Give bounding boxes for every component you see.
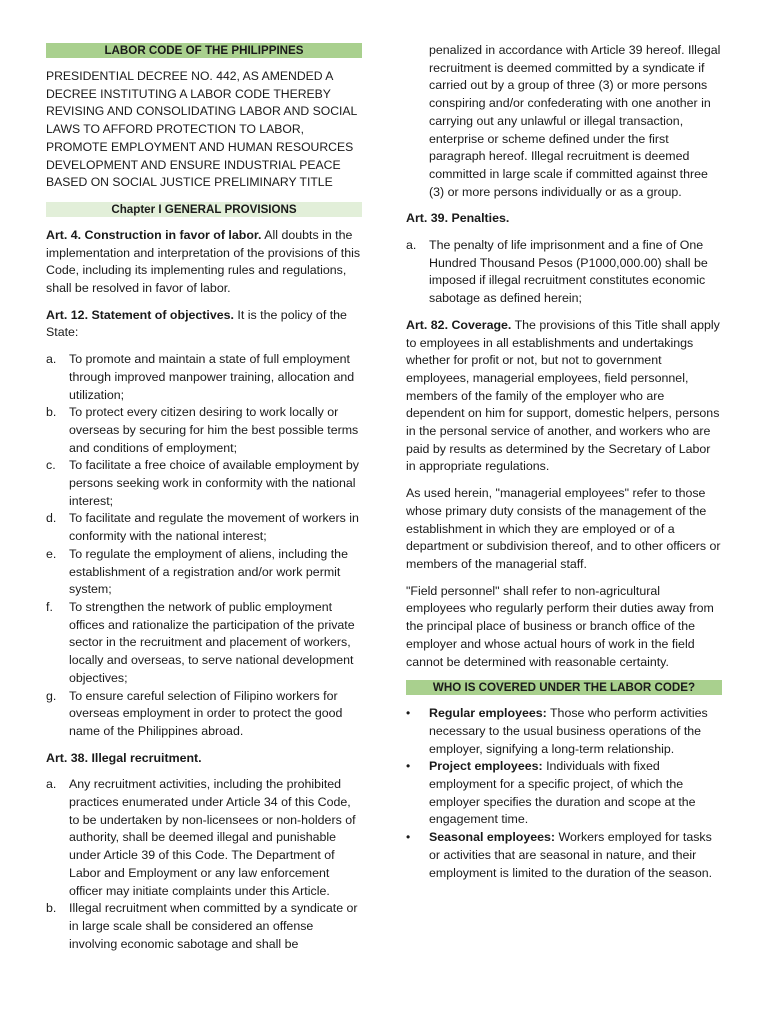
list-item: [406, 237, 722, 308]
coverage-heading: WHO IS COVERED UNDER THE LABOR CODE?: [406, 680, 722, 695]
list-marker: a.: [46, 352, 57, 367]
coverage-label: Project employees:: [429, 759, 543, 774]
list-item: [406, 705, 722, 758]
chapter-heading: Chapter I GENERAL PROVISIONS: [46, 202, 362, 217]
bullet-icon: •: [406, 830, 411, 845]
list-marker: g.: [46, 688, 57, 703]
list-item-text: To promote and maintain a state of full employment through improved manpower training, allocation and utilization;: [69, 352, 355, 402]
article-12-heading: Art. 12. Statement of objectives.: [46, 307, 234, 322]
list-item-text: To facilitate and regulate the movement of workers in conformity with the national interest;: [69, 511, 359, 544]
document-title: LABOR CODE OF THE PHILIPPINES: [46, 43, 362, 58]
left-column: [46, 42, 362, 962]
article-12-objectives-list: [46, 351, 362, 740]
bullet-icon: •: [406, 706, 411, 721]
article-38-list: [46, 776, 362, 953]
article-12-text: It is the policy of the State:: [46, 307, 347, 340]
article-38-continuation: penalized in accordance with Article 39 hereof. Illegal recruitment is deemed committed by a syndicate if carried out by a group of three (3) or more persons conspiring and/or confederating with one another in carrying out any unlawful or illegal transaction, enterprise or scheme defined under the first paragraph hereof. Illegal recruitment is deemed committed in large scale if committed against three (3) or more persons individually or as a group.: [429, 43, 721, 199]
coverage-label: Regular employees:: [429, 706, 547, 721]
list-item-text: To protect every citizen desiring to work locally or overseas by securing for him the best possible terms and conditions of employment;: [69, 405, 359, 455]
article-4-heading: Art. 4. Construction in favor of labor.: [46, 227, 262, 242]
list-marker: a.: [46, 777, 57, 792]
coverage-text: Those who perform activities necessary to the usual business operations of the employer, signifying a long-term relationship.: [429, 706, 708, 756]
article-4-text: All doubts in the implementation and interpretation of the provisions of this Code, including its implementing rules and regulations, shall be resolved in favor of labor.: [46, 227, 361, 296]
list-item: [46, 404, 362, 457]
bullet-icon: •: [406, 759, 411, 774]
decree-preamble: PRESIDENTIAL DECREE NO. 442, AS AMENDED A DECREE INSTITUTING A LABOR CODE THEREBY REVISING AND CONSOLIDATING LABOR AND SOCIAL LAWS TO AFFORD PROTECTION TO LABOR, PROMOTE EMPLOYMENT AND HUMAN RESOURCES DEVELOPMENT AND ENSURE INDUSTRIAL PEACE BASED ON SOCIAL JUSTICE PRELIMINARY TITLE: [46, 69, 357, 190]
coverage-text: Individuals with fixed employment for a specific project, of which the employer specifies the duration and scope at the engagement time.: [429, 759, 696, 827]
list-item: [46, 510, 362, 545]
list-item: [406, 758, 722, 829]
list-marker: e.: [46, 546, 57, 561]
list-item-text: Any recruitment activities, including the prohibited practices enumerated under Article 34 of this Code, to be undertaken by non-licensees or non-holders of authority, shall be deemed illegal and punishable under Article 39 of this Code. The Department of Labor and Employment or any law enforcement officer may initiate complaints under this Article.: [69, 777, 356, 898]
list-marker: b.: [46, 405, 57, 420]
list-item-text: To strengthen the network of public employment offices and rationalize the participation of the private sector in the recruitment and placement of workers, locally and overseas, to serve national development objectives;: [69, 599, 355, 685]
right-column: [406, 42, 722, 882]
list-item: [46, 457, 362, 510]
article-38-heading: Art. 38. Illegal recruitment.: [46, 750, 202, 765]
list-item-text: Illegal recruitment when committed by a syndicate or in large scale shall be considered an offense involving economic sabotage and shall be: [69, 901, 358, 951]
list-item-text: To facilitate a free choice of available employment by persons seeking work in conformity with the national interest;: [69, 458, 359, 508]
article-39-list: [406, 237, 722, 308]
coverage-text: Workers employed for tasks or activities that are seasonal in nature, and their employment is limited to the duration of the season.: [429, 830, 713, 880]
list-item: [46, 351, 362, 404]
list-marker: d.: [46, 511, 57, 526]
coverage-label: Seasonal employees:: [429, 830, 556, 845]
list-item: [46, 776, 362, 900]
list-item-text: The penalty of life imprisonment and a fine of One Hundred Thousand Pesos (P1000,000.00) shall be imposed if illegal recruitment constitutes economic sabotage as defined herein;: [429, 238, 708, 306]
list-marker: c.: [46, 458, 56, 473]
coverage-list: [406, 705, 722, 882]
article-12: [46, 307, 362, 342]
article-82-text: The provisions of this Title shall apply to employees in all establishments and undertakings whether for profit or not, but not to government employees, managerial employees, field personnel, members of the family of the employer who are dependent on him for support, domestic helpers, persons in the personal service of another, and workers who are paid by results as determined by the Secretary of Labor in appropriate regulations.: [406, 317, 720, 474]
list-item-text: To regulate the employment of aliens, including the establishment of a registration and/or work permit system;: [69, 546, 348, 597]
article-82: [406, 317, 722, 476]
article-38: [46, 750, 362, 768]
list-item: [46, 599, 362, 688]
list-marker: a.: [406, 238, 417, 253]
list-marker: f.: [46, 599, 53, 614]
article-4: [46, 227, 362, 298]
article-82-heading: Art. 82. Coverage.: [406, 317, 512, 332]
list-item: [406, 829, 722, 882]
article-39: [406, 210, 722, 228]
list-item: [46, 688, 362, 741]
list-item: [46, 546, 362, 599]
article-39-heading: Art. 39. Penalties.: [406, 211, 510, 226]
list-item: [46, 900, 362, 953]
managerial-employees-paragraph: As used herein, "managerial employees" refer to those whose primary duty consists of the management of the establishment in which they are employed or of a department or subdivision thereof, and to other officers or members of the managerial staff.: [406, 486, 721, 571]
field-personnel-paragraph: "Field personnel" shall refer to non-agricultural employees who regularly perform their duties away from the principal place of business or branch office of the employer and whose actual hours of work in the field cannot be determined with reasonable certainty.: [406, 583, 714, 669]
list-marker: b.: [46, 901, 57, 916]
list-item-text: To ensure careful selection of Filipino workers for overseas employment in order to protect the good name of the Philippines abroad.: [69, 688, 343, 738]
